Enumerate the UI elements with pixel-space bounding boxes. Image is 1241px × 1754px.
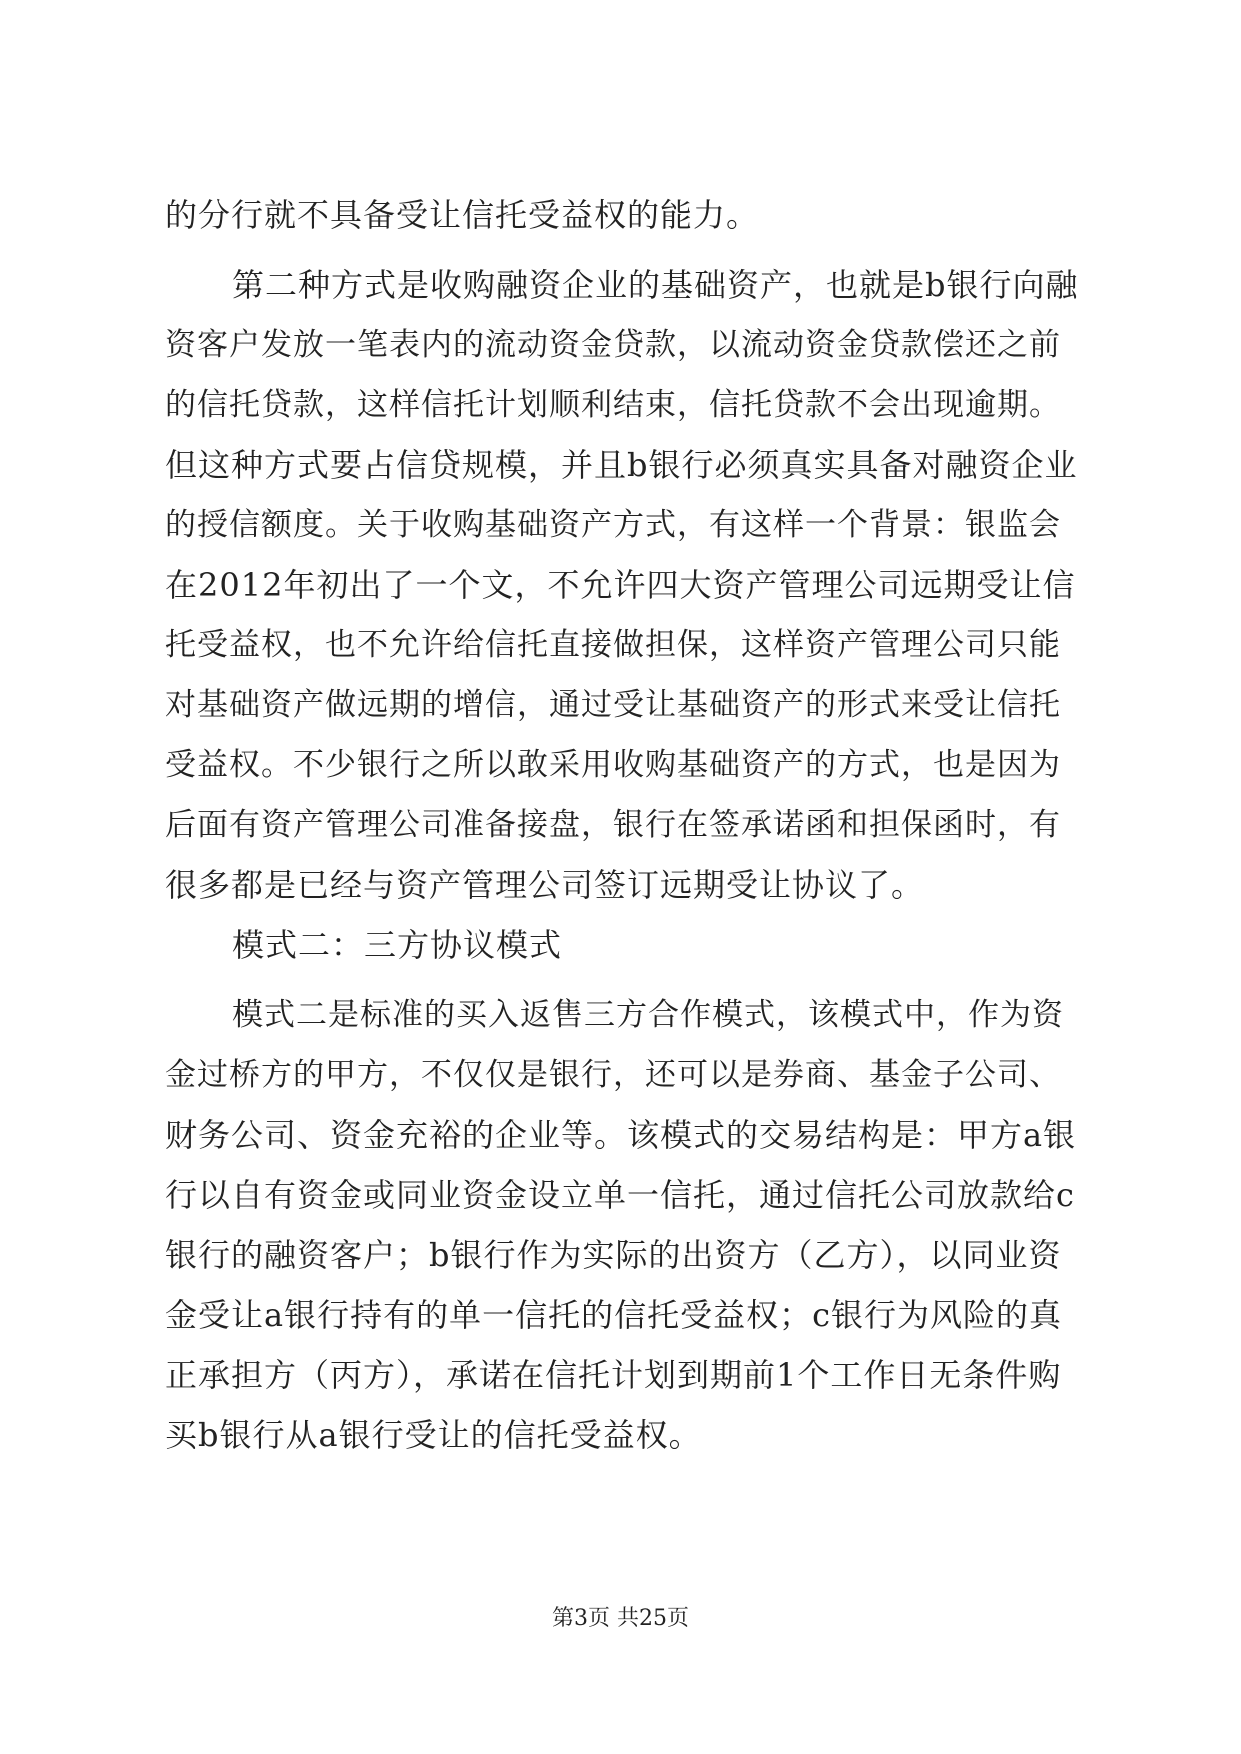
paragraph-line: 金受让a银行持有的单一信托的信托受益权；c银行为风险的真 — [165, 1296, 1063, 1334]
paragraph-line: 的分行就不具备受让信托受益权的能力。 — [165, 196, 760, 234]
paragraph-line: 模式二是标准的买入返售三方合作模式，该模式中，作为资 — [232, 997, 1064, 1033]
paragraph-line: 对基础资产做远期的增信，通过受让基础资产的形式来受让信托 — [165, 687, 1061, 723]
paragraph-line: 后面有资产管理公司准备接盘，银行在签承诺函和担保函时，有 — [165, 807, 1061, 843]
paragraph-line: 很多都是已经与资产管理公司签订远期受让协议了。 — [165, 866, 925, 904]
paragraph-line: 买b银行从a银行受让的信托受益权。 — [165, 1416, 702, 1454]
page-number-footer: 第3页 共25页 — [552, 1606, 689, 1631]
paragraph-line: 但这种方式要占信贷规模，并且b银行必须真实具备对融资企业 — [165, 446, 1078, 484]
paragraph-line: 在2012年初出了一个文，不允许四大资产管理公司远期受让信 — [165, 566, 1076, 604]
paragraph-line: 托受益权，也不允许给信托直接做担保，这样资产管理公司只能 — [165, 627, 1061, 663]
paragraph-line: 资客户发放一笔表内的流动资金贷款，以流动资金贷款偿还之前 — [165, 327, 1061, 363]
paragraph-line: 第二种方式是收购融资企业的基础资产，也就是b银行向融 — [232, 266, 1079, 304]
paragraph-line: 的授信额度。关于收购基础资产方式，有这样一个背景：银监会 — [165, 507, 1061, 543]
paragraph-line: 行以自有资金或同业资金设立单一信托，通过信托公司放款给c — [165, 1176, 1075, 1214]
paragraph-line: 正承担方（丙方），承诺在信托计划到期前1个工作日无条件购 — [165, 1356, 1062, 1394]
paragraph-line: 财务公司、资金充裕的企业等。该模式的交易结构是：甲方a银 — [165, 1116, 1077, 1154]
paragraph-line: 银行的融资客户；b银行作为实际的出资方（乙方），以同业资 — [165, 1236, 1062, 1274]
paragraph-line: 受益权。不少银行之所以敢采用收购基础资产的方式，也是因为 — [165, 747, 1061, 783]
paragraph-line: 金过桥方的甲方，不仅仅是银行，还可以是券商、基金子公司、 — [165, 1057, 1061, 1093]
section-heading: 模式二：三方协议模式 — [232, 926, 563, 964]
paragraph-line: 的信托贷款，这样信托计划顺利结束，信托贷款不会出现逾期。 — [165, 387, 1061, 423]
